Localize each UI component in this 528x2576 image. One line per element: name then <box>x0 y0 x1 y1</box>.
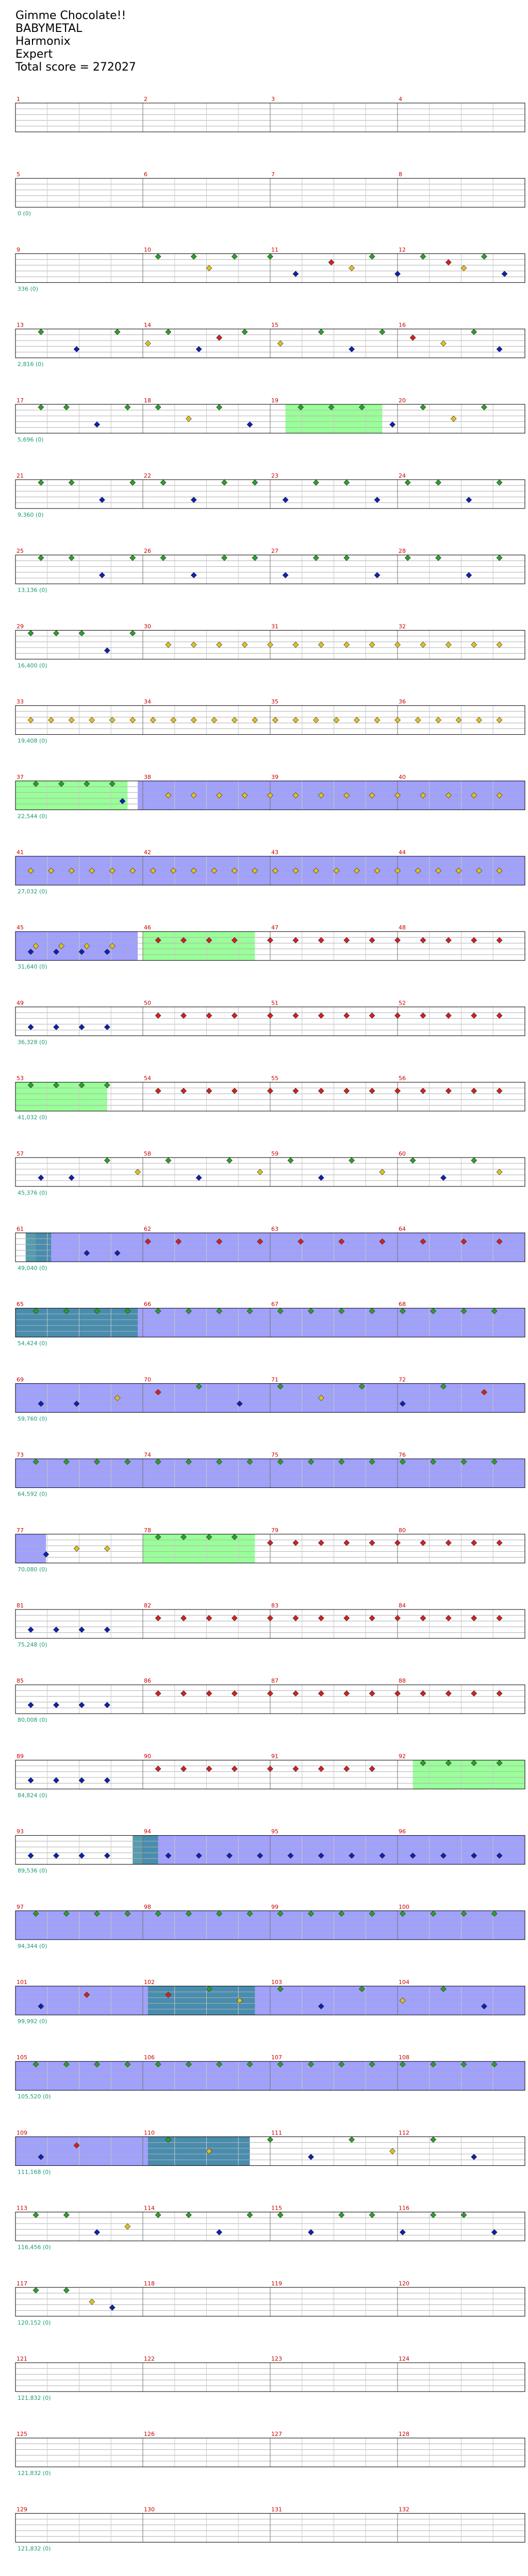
measure-number: 7 <box>271 171 275 178</box>
measure-number: 123 <box>271 2355 282 2362</box>
measure-number: 97 <box>16 1903 24 1910</box>
score-label: 64,592 (0) <box>18 1490 47 1498</box>
measure-number: 45 <box>16 924 24 931</box>
measure-number: 113 <box>16 2205 27 2212</box>
measure-number: 42 <box>144 849 151 856</box>
measure-number: 111 <box>271 2129 282 2137</box>
measure-number: 58 <box>144 1150 151 1157</box>
measure-number: 21 <box>16 472 24 479</box>
measure-number: 56 <box>399 1075 406 1082</box>
measure-number: 93 <box>16 1828 24 1835</box>
measure-number: 55 <box>271 1075 278 1082</box>
measure-number: 87 <box>271 1677 278 1685</box>
measure-number: 117 <box>16 2280 27 2287</box>
measure-number: 29 <box>16 623 24 630</box>
measure-number: 99 <box>271 1903 278 1910</box>
score-label: 45,376 (0) <box>18 1189 47 1196</box>
score-label: 13,136 (0) <box>18 587 47 594</box>
measure-number: 51 <box>271 999 278 1007</box>
score-label: 111,168 (0) <box>18 2168 51 2176</box>
measure-number: 98 <box>144 1903 151 1910</box>
score-label: 70,080 (0) <box>18 1566 47 1573</box>
measure-number: 81 <box>16 1602 24 1609</box>
measure-number: 33 <box>16 698 24 705</box>
measure-number: 3 <box>271 96 275 103</box>
measure-number: 90 <box>144 1753 151 1760</box>
measure-number: 11 <box>271 246 278 253</box>
measure-number: 68 <box>399 1301 406 1308</box>
measure-number: 65 <box>16 1301 24 1308</box>
measure-number: 40 <box>399 773 406 781</box>
score-label: 116,456 (0) <box>18 2244 51 2251</box>
star-power-section <box>36 1233 525 1262</box>
measure-number: 100 <box>399 1903 409 1910</box>
measure-number: 66 <box>144 1301 151 1308</box>
measure-number: 86 <box>144 1677 151 1685</box>
measure-number: 104 <box>399 1979 409 1986</box>
measure-number: 4 <box>399 96 402 103</box>
song-title: Gimme Chocolate!! <box>15 9 126 22</box>
measure-number: 114 <box>144 2205 155 2212</box>
measure-number: 126 <box>144 2431 155 2438</box>
measure-number: 130 <box>144 2506 155 2513</box>
score-label: 2,816 (0) <box>18 361 44 368</box>
measure-number: 61 <box>16 1226 24 1232</box>
score-label: 41,032 (0) <box>18 1114 47 1121</box>
measure-number: 39 <box>271 773 278 781</box>
measure-number: 36 <box>399 698 406 705</box>
measure-number: 18 <box>144 397 151 404</box>
measure-number: 83 <box>271 1602 278 1609</box>
measure-number: 32 <box>399 623 406 630</box>
measure-number: 105 <box>16 2054 27 2061</box>
measure-number: 63 <box>271 1226 278 1232</box>
measure-number: 119 <box>271 2280 282 2287</box>
score-label: 75,248 (0) <box>18 1641 47 1648</box>
score-label: 36,328 (0) <box>18 1039 47 1046</box>
score-label: 121,832 (0) <box>18 2470 51 2477</box>
measure-number: 8 <box>399 171 402 178</box>
measure-number: 95 <box>271 1828 278 1835</box>
measure-number: 78 <box>144 1527 151 1534</box>
score-label: 121,832 (0) <box>18 2395 51 2401</box>
measure-number: 74 <box>144 1451 151 1459</box>
measure-number: 59 <box>271 1150 278 1157</box>
measure-number: 50 <box>144 999 151 1007</box>
measure-number: 34 <box>144 698 151 705</box>
difficulty-label: Expert <box>15 48 53 61</box>
measure-number: 92 <box>399 1753 406 1760</box>
measure-number: 64 <box>399 1226 406 1232</box>
measure-number: 52 <box>399 999 406 1007</box>
measure-number: 14 <box>144 321 151 329</box>
measure-number: 53 <box>16 1075 24 1082</box>
measure-number: 125 <box>16 2431 27 2438</box>
score-label: 59,760 (0) <box>18 1415 47 1422</box>
measure-number: 10 <box>144 246 151 253</box>
measure-number: 12 <box>399 246 406 253</box>
measure-number: 71 <box>271 1376 278 1383</box>
measure-number: 120 <box>399 2280 409 2287</box>
score-label: 105,520 (0) <box>18 2093 51 2100</box>
measure-number: 116 <box>399 2205 409 2212</box>
measure-number: 102 <box>144 1979 155 1986</box>
score-label: 94,344 (0) <box>18 1942 47 1950</box>
measure-number: 106 <box>144 2054 155 2061</box>
score-label: 336 (0) <box>18 285 39 293</box>
measure-number: 107 <box>271 2054 282 2061</box>
measure-number: 31 <box>271 623 278 630</box>
measure-number: 109 <box>16 2129 27 2137</box>
measure-number: 6 <box>144 171 147 178</box>
score-label: 120,152 (0) <box>18 2319 51 2326</box>
measure-number: 89 <box>16 1753 24 1760</box>
measure-number: 26 <box>144 548 151 555</box>
measure-number: 108 <box>399 2054 409 2061</box>
measure-number: 76 <box>399 1451 406 1459</box>
measure-number: 77 <box>16 1527 24 1534</box>
measure-number: 96 <box>399 1828 406 1835</box>
measure-number: 44 <box>399 849 406 856</box>
measure-number: 16 <box>399 321 406 329</box>
measure-number: 20 <box>399 397 406 404</box>
measure-number: 101 <box>16 1979 27 1986</box>
score-label: 19,408 (0) <box>18 737 47 744</box>
measure-number: 121 <box>16 2355 27 2362</box>
measure-number: 30 <box>144 623 151 630</box>
measure-number: 5 <box>16 171 20 178</box>
measure-number: 72 <box>399 1376 406 1383</box>
measure-number: 128 <box>399 2431 409 2438</box>
measure-number: 2 <box>144 96 147 103</box>
measure-number: 129 <box>16 2506 27 2513</box>
measure-number: 122 <box>144 2355 155 2362</box>
score-label: 22,544 (0) <box>18 812 47 820</box>
measure-number: 62 <box>144 1226 151 1232</box>
measure-number: 1 <box>16 96 20 103</box>
measure-number: 54 <box>144 1075 151 1082</box>
measure-number: 80 <box>399 1527 406 1534</box>
score-label: 54,424 (0) <box>18 1340 47 1347</box>
measure-number: 88 <box>399 1677 406 1685</box>
measure-number: 69 <box>16 1376 24 1383</box>
measure-number: 131 <box>271 2506 282 2513</box>
measure-number: 67 <box>271 1301 278 1308</box>
overlap-section <box>15 1308 138 1337</box>
measure-number: 73 <box>16 1451 24 1459</box>
score-label: 84,824 (0) <box>18 1792 47 1799</box>
measure-number: 91 <box>271 1753 278 1760</box>
measure-number: 85 <box>16 1677 24 1685</box>
measure-number: 13 <box>16 321 24 329</box>
measure-number: 94 <box>144 1828 151 1835</box>
measure-number: 82 <box>144 1602 151 1609</box>
measure-number: 24 <box>399 472 406 479</box>
measure-number: 35 <box>271 698 278 705</box>
measure-number: 43 <box>271 849 278 856</box>
measure-number: 79 <box>271 1527 278 1534</box>
measure-number: 75 <box>271 1451 278 1459</box>
overlap-section <box>133 1836 158 1865</box>
score-label: 49,040 (0) <box>18 1265 47 1272</box>
score-label: 31,640 (0) <box>18 963 47 971</box>
measure-number: 48 <box>399 924 406 931</box>
measure-number: 112 <box>399 2129 409 2137</box>
measure-number: 110 <box>144 2129 155 2137</box>
measure-number: 22 <box>144 472 151 479</box>
score-label: 27,032 (0) <box>18 888 47 895</box>
measure-number: 28 <box>399 548 406 555</box>
measure-number: 17 <box>16 397 24 404</box>
measure-number: 27 <box>271 548 278 555</box>
measure-number: 124 <box>399 2355 409 2362</box>
measure-number: 132 <box>399 2506 409 2513</box>
measure-number: 49 <box>16 999 24 1007</box>
measure-number: 38 <box>144 773 151 781</box>
measure-number: 46 <box>144 924 151 931</box>
score-label: 99,992 (0) <box>18 2018 47 2025</box>
measure-number: 15 <box>271 321 278 329</box>
total-score: Total score = 272027 <box>15 61 136 74</box>
score-label: 121,832 (0) <box>18 2545 51 2552</box>
score-label: 80,008 (0) <box>18 1717 47 1724</box>
score-label: 16,400 (0) <box>18 662 47 669</box>
measure-number: 70 <box>144 1376 151 1383</box>
measure-number: 41 <box>16 849 24 856</box>
measure-number: 19 <box>271 397 278 404</box>
measure-number: 47 <box>271 924 278 931</box>
measure-number: 9 <box>16 246 20 253</box>
measure-number: 23 <box>271 472 278 479</box>
measure-number: 60 <box>399 1150 406 1157</box>
score-label: 9,360 (0) <box>18 512 44 518</box>
measure-number: 103 <box>271 1979 282 1986</box>
star-power-section <box>15 1534 46 1563</box>
measure-number: 84 <box>399 1602 406 1609</box>
measure-number: 25 <box>16 548 24 555</box>
artist-name: BABYMETAL <box>15 22 82 35</box>
measure-number: 37 <box>16 773 24 781</box>
score-label: 5,696 (0) <box>18 436 44 443</box>
measure-number: 118 <box>144 2280 155 2287</box>
overlap-section <box>148 2137 250 2165</box>
measure-number: 115 <box>271 2205 282 2212</box>
measure-number: 57 <box>16 1150 24 1157</box>
instrument-name: Harmonix <box>15 35 71 48</box>
measure-number: 127 <box>271 2431 282 2438</box>
score-label: 0 (0) <box>18 210 31 217</box>
score-label: 89,536 (0) <box>18 1867 47 1874</box>
